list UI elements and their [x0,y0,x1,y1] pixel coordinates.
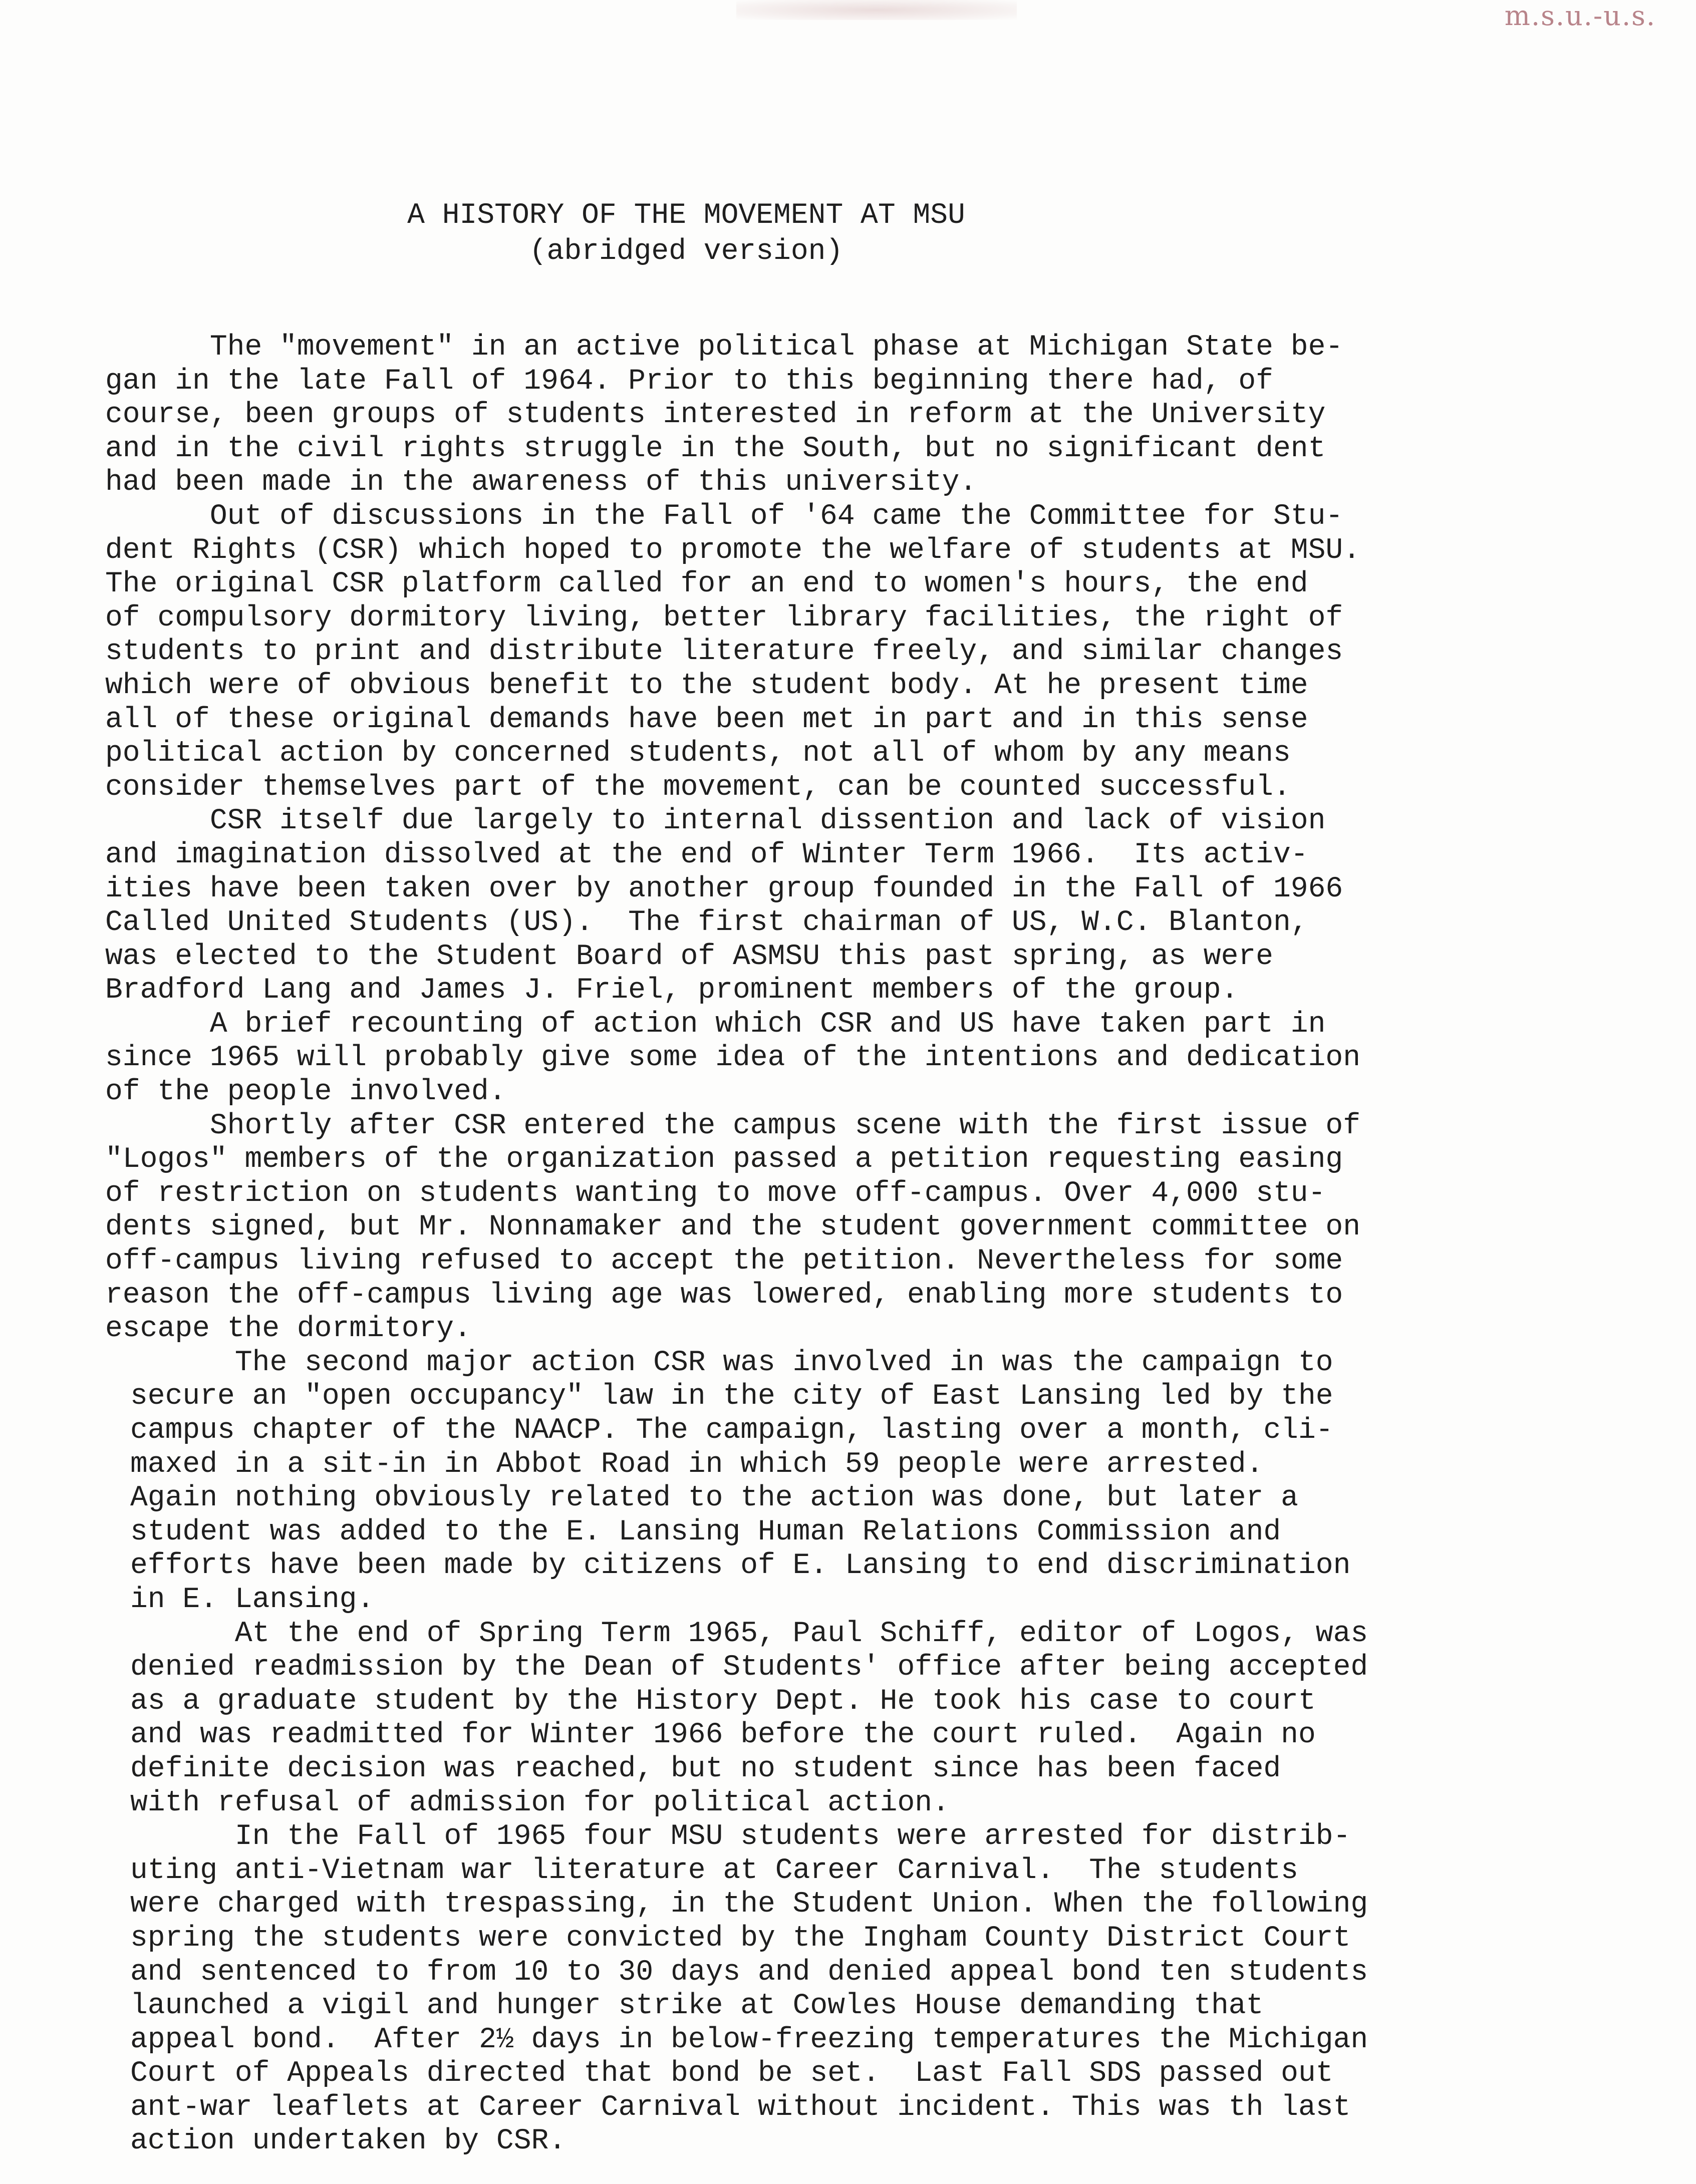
text-line: had been made in the awareness of this university. [105,466,977,499]
paper-smudge [736,0,1017,20]
text-line: maxed in a sit-in in Abbot Road in which 59 people were arrested. [130,1448,1264,1481]
text-line: action undertaken by CSR. [130,2125,567,2158]
text-line: of the people involved. [105,1076,506,1109]
text-line: Shortly after CSR entered the campus scene with the first issue of [105,1109,1361,1142]
text-line: secure an "open occupancy" law in the city of East Lansing led by the [130,1380,1333,1413]
text-line: Court of Appeals directed that bond be set. Last Fall SDS passed out [130,2057,1333,2090]
text-line: which were of obvious benefit to the student body. At he present time [105,669,1308,702]
paragraph [105,1008,1608,1109]
text-line: in E. Lansing. [130,1583,375,1616]
text-line: of restriction on students wanting to move off-campus. Over 4,000 stu- [105,1177,1326,1210]
text-line: student was added to the E. Lansing Human Relations Commission and [130,1515,1281,1548]
text-line: were charged with trespassing, in the Student Union. When the following [130,1888,1368,1921]
text-line: The "movement" in an active political phase at Michigan State be- [105,331,1343,364]
text-line: course, been groups of students interested in reform at the University [105,399,1326,432]
text-line: with refusal of admission for political action. [130,1786,950,1819]
text-line: uting anti-Vietnam war literature at Career Carnival. The students [130,1854,1298,1887]
text-line: off-campus living refused to accept the petition. Nevertheless for some [105,1245,1343,1278]
text-line: students to print and distribute literature freely, and similar changes [105,636,1343,669]
text-line: escape the dormitory. [105,1313,471,1346]
paragraph [105,331,1608,500]
text-line: and imagination dissolved at the end of Winter Term 1966. Its activ- [105,838,1308,871]
text-line: "Logos" members of the organization passed a petition requesting easing [105,1143,1343,1176]
text-line: The second major action CSR was involved in was the campaign to [130,1346,1333,1379]
text-line: all of these original demands have been met in part and in this sense [105,703,1308,736]
handwritten-archive-note: m.s.u.-u.s. [1504,0,1656,32]
document-title: A HISTORY OF THE MOVEMENT AT MSU [407,199,965,232]
text-line: since 1965 will probably give some idea of the intentions and dedication [105,1042,1361,1075]
text-line: The original CSR platform called for an end to women's hours, the end [105,568,1308,601]
text-line: ant-war leaflets at Career Carnival without incident. This was th last [130,2091,1351,2124]
text-line: of compulsory dormitory living, better library facilities, the right of [105,601,1343,635]
text-line: dent Rights (CSR) which hoped to promote the welfare of students at MSU. [105,534,1361,567]
text-line: reason the off-campus living age was lowered, enabling more students to [105,1279,1343,1312]
paragraph [105,1109,1608,1346]
document-body [105,331,1608,2158]
text-line: and in the civil rights struggle in the South, but no significant dent [105,432,1326,465]
text-line: and sentenced to from 10 to 30 days and denied appeal bond ten students [130,1956,1368,1989]
paragraph [105,804,1608,1008]
text-line: denied readmission by the Dean of Students' office after being accepted [130,1651,1368,1684]
text-line: In the Fall of 1965 four MSU students were arrested for distrib- [130,1820,1351,1853]
paragraph [105,500,1608,804]
text-line: Again nothing obviously related to the action was done, but later a [130,1482,1298,1515]
paragraph [105,1346,1608,1617]
text-line: Out of discussions in the Fall of '64 came the Committee for Stu- [105,500,1343,533]
text-line: At the end of Spring Term 1965, Paul Schiff, editor of Logos, was [130,1617,1368,1650]
text-line: as a graduate student by the History Dept. He took his case to court [130,1685,1316,1718]
text-line: ities have been taken over by another group founded in the Fall of 1966 [105,872,1343,905]
text-line: campus chapter of the NAACP. The campaign, lasting over a month, cli- [130,1414,1333,1447]
paragraph [105,1617,1608,1820]
text-line: efforts have been made by citizens of E. Lansing to end discrimination [130,1549,1351,1583]
text-line: consider themselves part of the movement, can be counted successful. [105,771,1291,804]
text-line: dents signed, but Mr. Nonnamaker and the student government committee on [105,1211,1361,1244]
text-line: CSR itself due largely to internal dissention and lack of vision [105,805,1326,838]
text-line: Called United Students (US). The first chairman of US, W.C. Blanton, [105,906,1308,940]
text-line: was elected to the Student Board of ASMSU this past spring, as were [105,940,1273,973]
text-line: Bradford Lang and James J. Friel, prominent members of the group. [105,974,1239,1007]
text-line: gan in the late Fall of 1964. Prior to this beginning there had, of [105,365,1273,398]
text-line: A brief recounting of action which CSR and US have taken part in [105,1008,1326,1041]
text-line: spring the students were convicted by the Ingham County District Court [130,1922,1351,1955]
text-line: appeal bond. After 2½ days in below-freezing temperatures the Michigan [130,2023,1368,2056]
text-line: and was readmitted for Winter 1966 before the court ruled. Again no [130,1719,1316,1752]
title-block [0,198,1372,270]
text-line: launched a vigil and hunger strike at Cowles House demanding that [130,1990,1264,2023]
document-subtitle: (abridged version) [529,235,843,268]
text-line: definite decision was reached, but no student since has been faced [130,1752,1281,1785]
paragraph [105,1820,1608,2158]
text-line: political action by concerned students, not all of whom by any means [105,737,1291,770]
